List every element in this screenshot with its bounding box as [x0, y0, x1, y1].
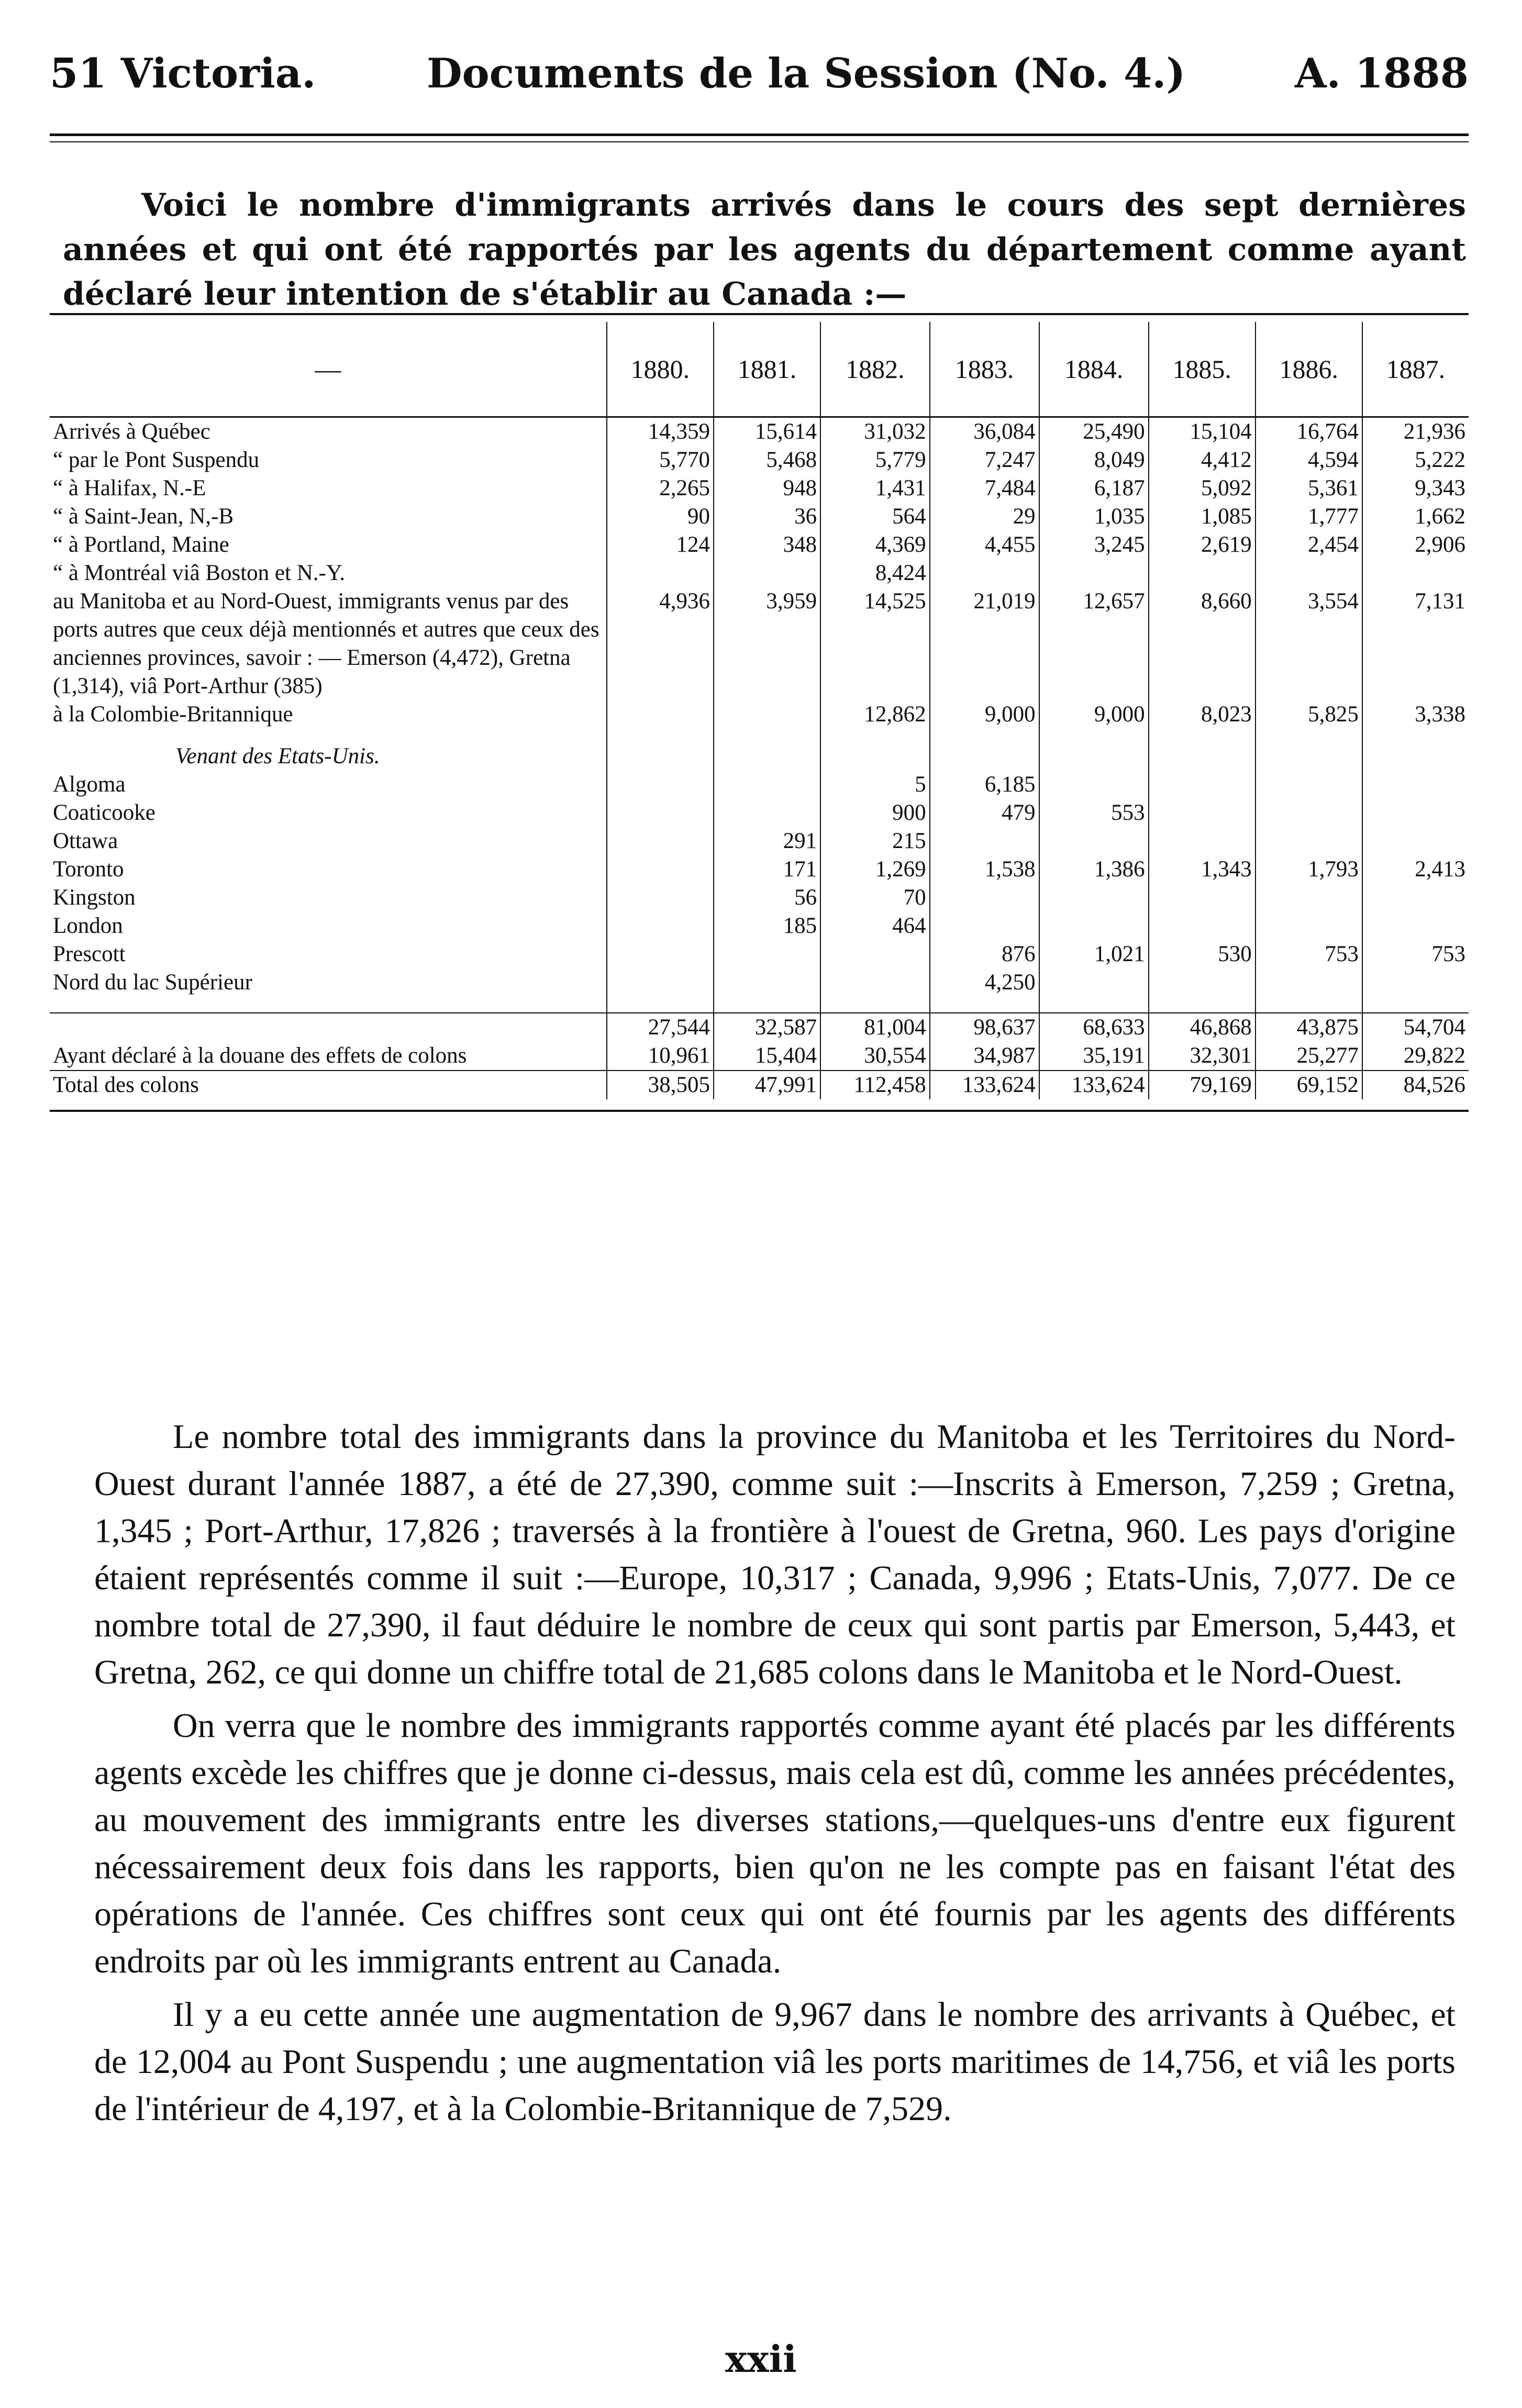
table-row — [50, 968, 1469, 997]
cell-value: 5,092 — [1149, 474, 1256, 503]
cell-value: 530 — [1149, 940, 1256, 968]
cell-value: 1,793 — [1256, 855, 1362, 884]
cell-value: 5,825 — [1256, 700, 1362, 729]
cell-value — [714, 700, 820, 729]
cell-value: 2,454 — [1256, 531, 1362, 559]
cell-value: 27,544 — [607, 1013, 714, 1042]
cell-value — [714, 940, 820, 968]
douane-row — [50, 1042, 1469, 1071]
year-header: 1881. — [714, 322, 820, 417]
cell-value — [930, 827, 1039, 855]
cell-value: 36,084 — [930, 417, 1039, 447]
cell-value: 3,554 — [1256, 587, 1362, 700]
cell-value: 90 — [607, 503, 714, 531]
row-label: à la Colombie-Britannique — [53, 702, 293, 727]
cell-value: 5 — [820, 771, 930, 799]
cell-value: 948 — [714, 474, 820, 503]
cell-value: 4,250 — [930, 968, 1039, 997]
cell-value — [1149, 884, 1256, 912]
cell-value: 15,404 — [714, 1042, 820, 1071]
table-row — [50, 503, 1469, 531]
cell-value: 79,169 — [1149, 1071, 1256, 1099]
cell-value — [1256, 912, 1362, 940]
row-label — [50, 1013, 607, 1042]
row-label: Total des colons — [50, 1071, 607, 1099]
cell-value: 124 — [607, 531, 714, 559]
cell-value: 4,369 — [820, 531, 930, 559]
cell-value: 171 — [714, 855, 820, 884]
cell-value: 133,624 — [930, 1071, 1039, 1099]
cell-value: 2,265 — [607, 474, 714, 503]
cell-value — [607, 700, 714, 729]
cell-value: 21,019 — [930, 587, 1039, 700]
cell-value: 1,777 — [1256, 503, 1362, 531]
body-text — [94, 1413, 1456, 2139]
us-section-title: Venant des Etats-Unis. — [175, 744, 380, 768]
cell-value — [1256, 884, 1362, 912]
cell-value: 29,822 — [1362, 1042, 1469, 1071]
cell-value — [1362, 799, 1469, 827]
cell-value: 3,245 — [1039, 531, 1149, 559]
cell-value — [820, 968, 930, 997]
cell-value: 1,538 — [930, 855, 1039, 884]
cell-value: 1,269 — [820, 855, 930, 884]
cell-value — [607, 940, 714, 968]
cell-value — [1256, 559, 1362, 587]
cell-value: 2,619 — [1149, 531, 1256, 559]
cell-value — [1149, 912, 1256, 940]
cell-value: 38,505 — [607, 1071, 714, 1099]
cell-value: 1,343 — [1149, 855, 1256, 884]
paragraph-agents: On verra que le nombre des immigrants rapportés comme ayant été placés par les différents agents excède les chiffres que je donne ci-dessus, mais cela est dû, comme les années précédentes, au mouvement des immigrants entre les diverses stations,—quelques-uns d'entre eux figurent nécessairement deux fois dans les rapports, bien qu'on ne les compte pas en faisant l'état des opérations de l'année. Ces chiffres sont ceux qui ont été fournis par les agents des différents endroits par où les immigrants entrent au Canada. — [94, 1707, 1456, 1980]
header-rule — [50, 133, 1469, 136]
cell-value — [930, 912, 1039, 940]
cell-value: 14,359 — [607, 417, 714, 447]
cell-value: 9,343 — [1362, 474, 1469, 503]
cell-value: 4,455 — [930, 531, 1039, 559]
cell-value: 4,936 — [607, 587, 714, 700]
row-label: Toronto — [53, 857, 124, 882]
cell-value: 900 — [820, 799, 930, 827]
cell-value: 35,191 — [1039, 1042, 1149, 1071]
cell-value — [1256, 968, 1362, 997]
subtotal-row — [50, 1013, 1469, 1042]
cell-value — [607, 968, 714, 997]
cell-value — [607, 771, 714, 799]
cell-value: 4,412 — [1149, 446, 1256, 474]
page-number: xxii — [725, 2337, 797, 2381]
cell-value — [930, 884, 1039, 912]
header-rule-thin — [50, 141, 1469, 142]
cell-value: 7,131 — [1362, 587, 1469, 700]
row-label: “ à Halifax, N.-E — [53, 476, 206, 500]
cell-value — [1256, 799, 1362, 827]
cell-value: 15,614 — [714, 417, 820, 447]
cell-value — [1039, 968, 1149, 997]
table-row — [50, 799, 1469, 827]
cell-value: 81,004 — [820, 1013, 930, 1042]
cell-value: 1,431 — [820, 474, 930, 503]
cell-value: 6,185 — [930, 771, 1039, 799]
cell-value: 5,468 — [714, 446, 820, 474]
cell-value: 69,152 — [1256, 1071, 1362, 1099]
cell-value: 553 — [1039, 799, 1149, 827]
cell-value: 464 — [820, 912, 930, 940]
running-header — [50, 50, 1469, 113]
row-label: Kingston — [53, 885, 136, 910]
cell-value — [714, 968, 820, 997]
cell-value: 9,000 — [1039, 700, 1149, 729]
table-row — [50, 884, 1469, 912]
year-header: 1887. — [1362, 322, 1469, 417]
cell-value — [820, 940, 930, 968]
cell-value — [1362, 771, 1469, 799]
cell-value — [714, 799, 820, 827]
cell-value: 7,484 — [930, 474, 1039, 503]
cell-value — [607, 799, 714, 827]
cell-value — [1362, 968, 1469, 997]
cell-value — [1362, 912, 1469, 940]
cell-value: 15,104 — [1149, 417, 1256, 447]
cell-value — [1149, 799, 1256, 827]
cell-value: 84,526 — [1362, 1071, 1469, 1099]
cell-value: 68,633 — [1039, 1013, 1149, 1042]
year-header: 1882. — [820, 322, 930, 417]
cell-value: 16,764 — [1256, 417, 1362, 447]
cell-value: 12,657 — [1039, 587, 1149, 700]
table-row — [50, 531, 1469, 559]
year-header: 1883. — [930, 322, 1039, 417]
table-row — [50, 771, 1469, 799]
cell-value: 14,525 — [820, 587, 930, 700]
cell-value: 98,637 — [930, 1013, 1039, 1042]
table-row — [50, 940, 1469, 968]
cell-value — [607, 855, 714, 884]
header-year: A. 1888 — [1295, 50, 1469, 97]
cell-value: 1,021 — [1039, 940, 1149, 968]
cell-value: 25,277 — [1256, 1042, 1362, 1071]
cell-value: 46,868 — [1149, 1013, 1256, 1042]
cell-value: 7,247 — [930, 446, 1039, 474]
paragraph-manitoba: Le nombre total des immigrants dans la province du Manitoba et les Territoires du Nord-Ouest durant l'année 1887, a été de 27,390, comme suit :—Inscrits à Emerson, 7,259 ; Gretna, 1,345 ; Port-Arthur, 17,826 ; traversés à la frontière à l'ouest de Gretna, 960. Les pays d'origine étaient représentés comme il suit :—Europe, 10,317 ; Canada, 9,996 ; Etats-Unis, 7,077. De ce nombre total de 27,390, il faut déduire le nombre de ceux qui sont partis par Emerson, 5,443, et Gretna, 262, ce qui donne un chiffre total de 21,685 colons dans le Manitoba et le Nord-Ouest. — [94, 1418, 1456, 1691]
row-label: London — [53, 913, 123, 938]
year-header: 1885. — [1149, 322, 1256, 417]
cell-value: 753 — [1362, 940, 1469, 968]
row-label: Nord du lac Supérieur — [53, 970, 252, 995]
cell-value: 291 — [714, 827, 820, 855]
cell-value: 185 — [714, 912, 820, 940]
year-header: 1880. — [607, 322, 714, 417]
cell-value: 34,987 — [930, 1042, 1039, 1071]
row-label: “ à Montréal viâ Boston et N.-Y. — [53, 561, 346, 585]
cell-value — [930, 559, 1039, 587]
row-label: Arrivés à Québec — [53, 419, 210, 444]
intro-paragraph: Voici le nombre d'immigrants arrivés dans le cours des sept dernières années et qui ont été rapportés par les agents du département comme ayant déclaré leur intention de s'établir au Canada :— — [63, 187, 1466, 313]
cell-value: 8,023 — [1149, 700, 1256, 729]
cell-value: 876 — [930, 940, 1039, 968]
cell-value — [714, 771, 820, 799]
cell-value: 1,085 — [1149, 503, 1256, 531]
cell-value: 9,000 — [930, 700, 1039, 729]
cell-value: 29 — [930, 503, 1039, 531]
cell-value: 753 — [1256, 940, 1362, 968]
header-session: 51 Victoria. — [50, 50, 316, 97]
cell-value: 25,490 — [1039, 417, 1149, 447]
header-title: Documents de la Session (No. 4.) — [427, 50, 1186, 97]
table-bottom-rule — [50, 1110, 1469, 1112]
table-row — [50, 700, 1469, 729]
cell-value: 4,594 — [1256, 446, 1362, 474]
year-header: 1886. — [1256, 322, 1362, 417]
cell-value: 1,035 — [1039, 503, 1149, 531]
cell-value — [1039, 827, 1149, 855]
row-label: “ à Portland, Maine — [53, 532, 229, 557]
cell-value: 8,660 — [1149, 587, 1256, 700]
cell-value: 56 — [714, 884, 820, 912]
cell-value — [1039, 559, 1149, 587]
cell-value: 1,662 — [1362, 503, 1469, 531]
cell-value: 31,032 — [820, 417, 930, 447]
cell-value: 36 — [714, 503, 820, 531]
cell-value — [607, 912, 714, 940]
cell-value — [1039, 771, 1149, 799]
cell-value — [1039, 912, 1149, 940]
cell-value: 30,554 — [820, 1042, 930, 1071]
cell-value: 215 — [820, 827, 930, 855]
row-label: Coaticooke — [53, 800, 155, 825]
cell-value: 32,301 — [1149, 1042, 1256, 1071]
table-row — [50, 827, 1469, 855]
row-label: Ottawa — [53, 829, 118, 853]
table-row — [50, 587, 1469, 700]
cell-value: 5,770 — [607, 446, 714, 474]
row-label: au Manitoba et au Nord-Ouest, immigrants venus par des ports autres que ceux déjà mentionnés et autres que ceux des anciennes provinces, savoir : — Emerson (4,472), Gretna (1,314), viâ Port-Arthur (385) — [53, 589, 599, 698]
cell-value: 43,875 — [1256, 1013, 1362, 1042]
cell-value: 112,458 — [820, 1071, 930, 1099]
cell-value — [1149, 559, 1256, 587]
cell-value: 3,338 — [1362, 700, 1469, 729]
table-row — [50, 446, 1469, 474]
year-header: 1884. — [1039, 322, 1149, 417]
immigration-table — [50, 322, 1469, 1099]
cell-value — [1149, 827, 1256, 855]
table-row — [50, 912, 1469, 940]
cell-value: 12,862 — [820, 700, 930, 729]
total-row — [50, 1071, 1469, 1099]
cell-value: 6,187 — [1039, 474, 1149, 503]
cell-value — [607, 884, 714, 912]
row-label: Algoma — [53, 772, 126, 797]
table-row — [50, 474, 1469, 503]
cell-value — [1256, 827, 1362, 855]
cell-value: 32,587 — [714, 1013, 820, 1042]
cell-value: 5,361 — [1256, 474, 1362, 503]
cell-value: 47,991 — [714, 1071, 820, 1099]
cell-value: 5,222 — [1362, 446, 1469, 474]
table-corner: — — [50, 322, 607, 417]
row-label: “ à Saint-Jean, N,-B — [53, 504, 234, 529]
row-label: Ayant déclaré à la douane des effets de colons — [53, 1043, 467, 1068]
cell-value — [1039, 884, 1149, 912]
cell-value: 133,624 — [1039, 1071, 1149, 1099]
cell-value: 1,386 — [1039, 855, 1149, 884]
cell-value — [607, 559, 714, 587]
cell-value: 564 — [820, 503, 930, 531]
cell-value — [1149, 968, 1256, 997]
cell-value: 21,936 — [1362, 417, 1469, 447]
cell-value: 479 — [930, 799, 1039, 827]
cell-value: 8,049 — [1039, 446, 1149, 474]
cell-value — [1256, 771, 1362, 799]
table-row — [50, 855, 1469, 884]
paragraph-augmentation: Il y a eu cette année une augmentation de 9,967 dans le nombre des arrivants à Québec, et de 12,004 au Pont Suspendu ; une augmentation viâ les ports maritimes de 14,756, et viâ les ports de l'intérieur de 4,197, et à la Colombie-Britannique de 7,529. — [94, 1995, 1456, 2128]
cell-value: 2,413 — [1362, 855, 1469, 884]
cell-value: 348 — [714, 531, 820, 559]
cell-value: 70 — [820, 884, 930, 912]
table-row — [50, 559, 1469, 587]
cell-value — [1362, 559, 1469, 587]
cell-value: 54,704 — [1362, 1013, 1469, 1042]
cell-value — [1362, 827, 1469, 855]
table-top-rule — [50, 313, 1469, 315]
cell-value — [714, 559, 820, 587]
table-header-row — [50, 322, 1469, 417]
cell-value — [1149, 771, 1256, 799]
row-label: “ par le Pont Suspendu — [53, 448, 260, 472]
cell-value: 5,779 — [820, 446, 930, 474]
cell-value: 2,906 — [1362, 531, 1469, 559]
cell-value — [607, 827, 714, 855]
table-row — [50, 417, 1469, 447]
cell-value: 10,961 — [607, 1042, 714, 1071]
cell-value: 8,424 — [820, 559, 930, 587]
cell-value: 3,959 — [714, 587, 820, 700]
row-label: Prescott — [53, 942, 126, 966]
cell-value — [1362, 884, 1469, 912]
